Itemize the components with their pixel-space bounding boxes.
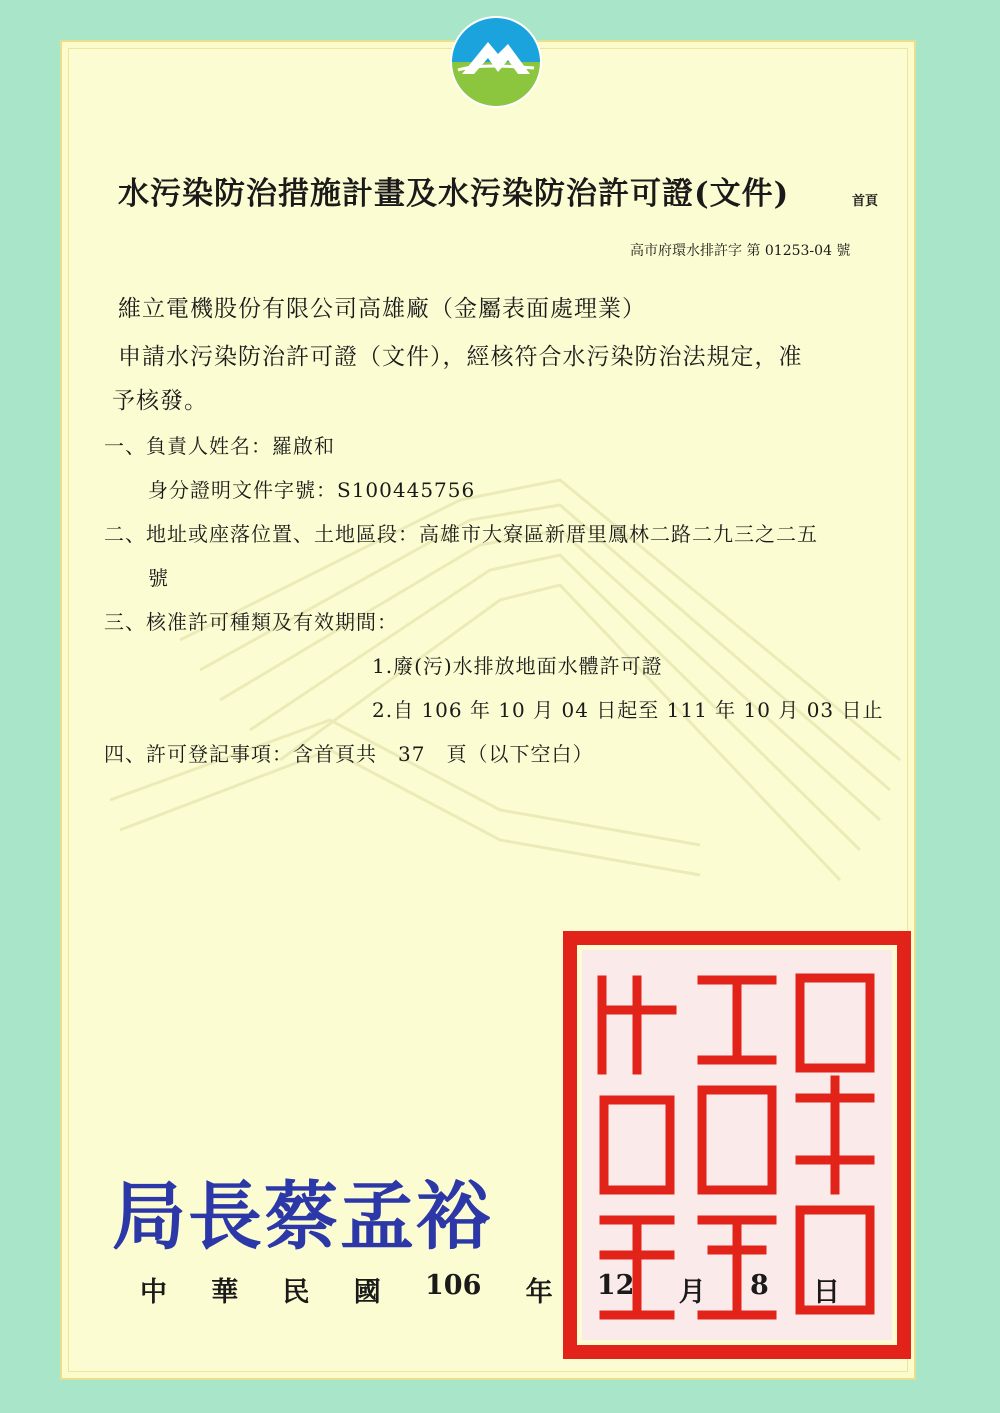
address-cont: 號 (148, 566, 169, 590)
date-part: 年 (525, 1277, 553, 1308)
date-part: 月 (678, 1277, 706, 1308)
permit-type-heading: 三、核准許可種類及有效期間： (104, 610, 398, 634)
page-label: 首頁 (852, 194, 879, 209)
responsible-person: 一、負責人姓名：羅啟和 (104, 434, 335, 458)
certificate-title: 水污染防治措施計畫及水污染防治許可證(文件) (118, 176, 790, 212)
validity-period: 2.自 106 年 10 月 04 日起至 111 年 10 月 03 日止 (372, 698, 884, 722)
registration-items: 四、許可登記事項：含首頁共 37 頁（以下空白） (104, 742, 594, 766)
id-number: 身分證明文件字號：S100445756 (148, 478, 476, 502)
company-line: 維立電機股份有限公司高雄廠（金屬表面處理業） (118, 296, 646, 322)
date-part: 華 (211, 1277, 239, 1308)
date-part: 民 (282, 1277, 310, 1308)
date-year: 106 (425, 1270, 482, 1301)
date-part: 中 (140, 1277, 167, 1308)
statement-line: 申請水污染防治許可證（文件），經核符合水污染防治法規定，准 (118, 344, 803, 370)
permit-number: 高市府環水排許字 第 01253-04 號 (630, 243, 851, 259)
permit-type: 1.廢(污)水排放地面水體許可證 (372, 654, 663, 678)
issue-date (140, 1270, 840, 1308)
statement-line-2: 予核發。 (112, 388, 208, 414)
date-day: 8 (749, 1270, 769, 1301)
agency-logo-icon (448, 14, 544, 110)
director-signature: 局長蔡孟裕 (112, 1174, 492, 1260)
date-part: 日 (813, 1277, 840, 1308)
date-part: 國 (353, 1277, 381, 1308)
date-month: 12 (596, 1270, 635, 1301)
address: 二、地址或座落位置、土地區段：高雄市大寮區新厝里鳳林二路二九三之二五 (104, 522, 818, 546)
